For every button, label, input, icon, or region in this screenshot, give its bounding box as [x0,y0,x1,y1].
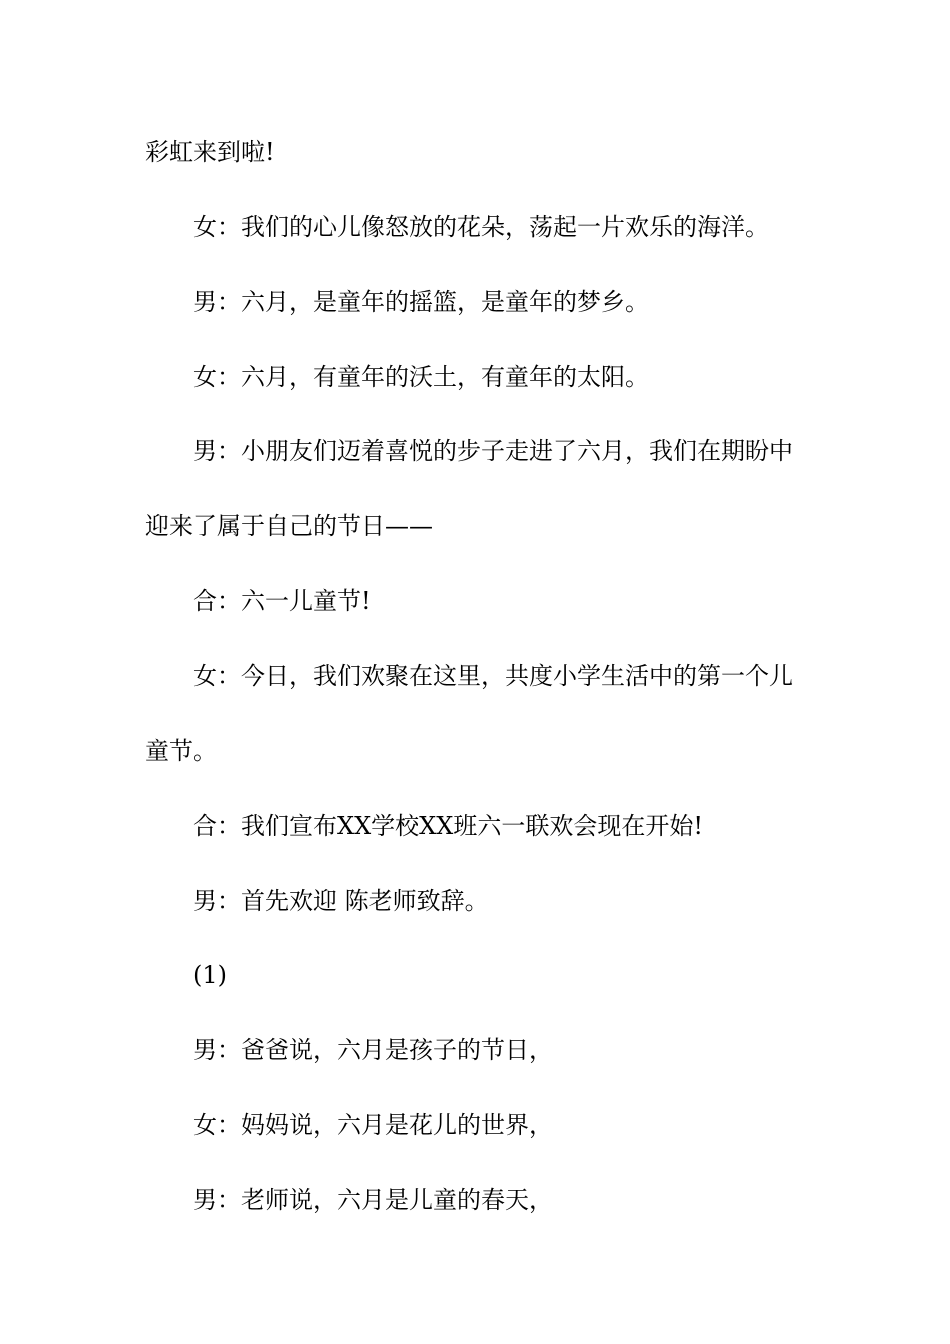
text-line: 合：我们宣布XX学校XX班六一联欢会现在开始! [193,812,703,840]
text-line: 女：今日，我们欢聚在这里，共度小学生活中的第一个儿 [193,662,793,690]
text-line: 男：六月，是童年的摇篮，是童年的梦乡。 [193,288,649,316]
text-line: 迎来了属于自己的节日—— [145,512,433,540]
text-line: 男：首先欢迎 陈老师致辞。 [193,887,489,915]
text-line: 男：老师说，六月是儿童的春天， [193,1186,553,1214]
text-line: 彩虹来到啦! [145,138,275,166]
text-line: (1) [193,961,227,989]
text-line: 男：小朋友们迈着喜悦的步子走进了六月，我们在期盼中 [193,437,793,465]
text-line: 女：六月，有童年的沃土，有童年的太阳。 [193,363,649,391]
text-line: 女：妈妈说，六月是花儿的世界， [193,1111,553,1139]
text-line: 合：六一儿童节! [193,587,371,615]
text-line: 童节。 [145,737,217,765]
text-line: 女：我们的心儿像怒放的花朵，荡起一片欢乐的海洋。 [193,213,769,241]
text-line: 男：爸爸说，六月是孩子的节日， [193,1036,553,1064]
